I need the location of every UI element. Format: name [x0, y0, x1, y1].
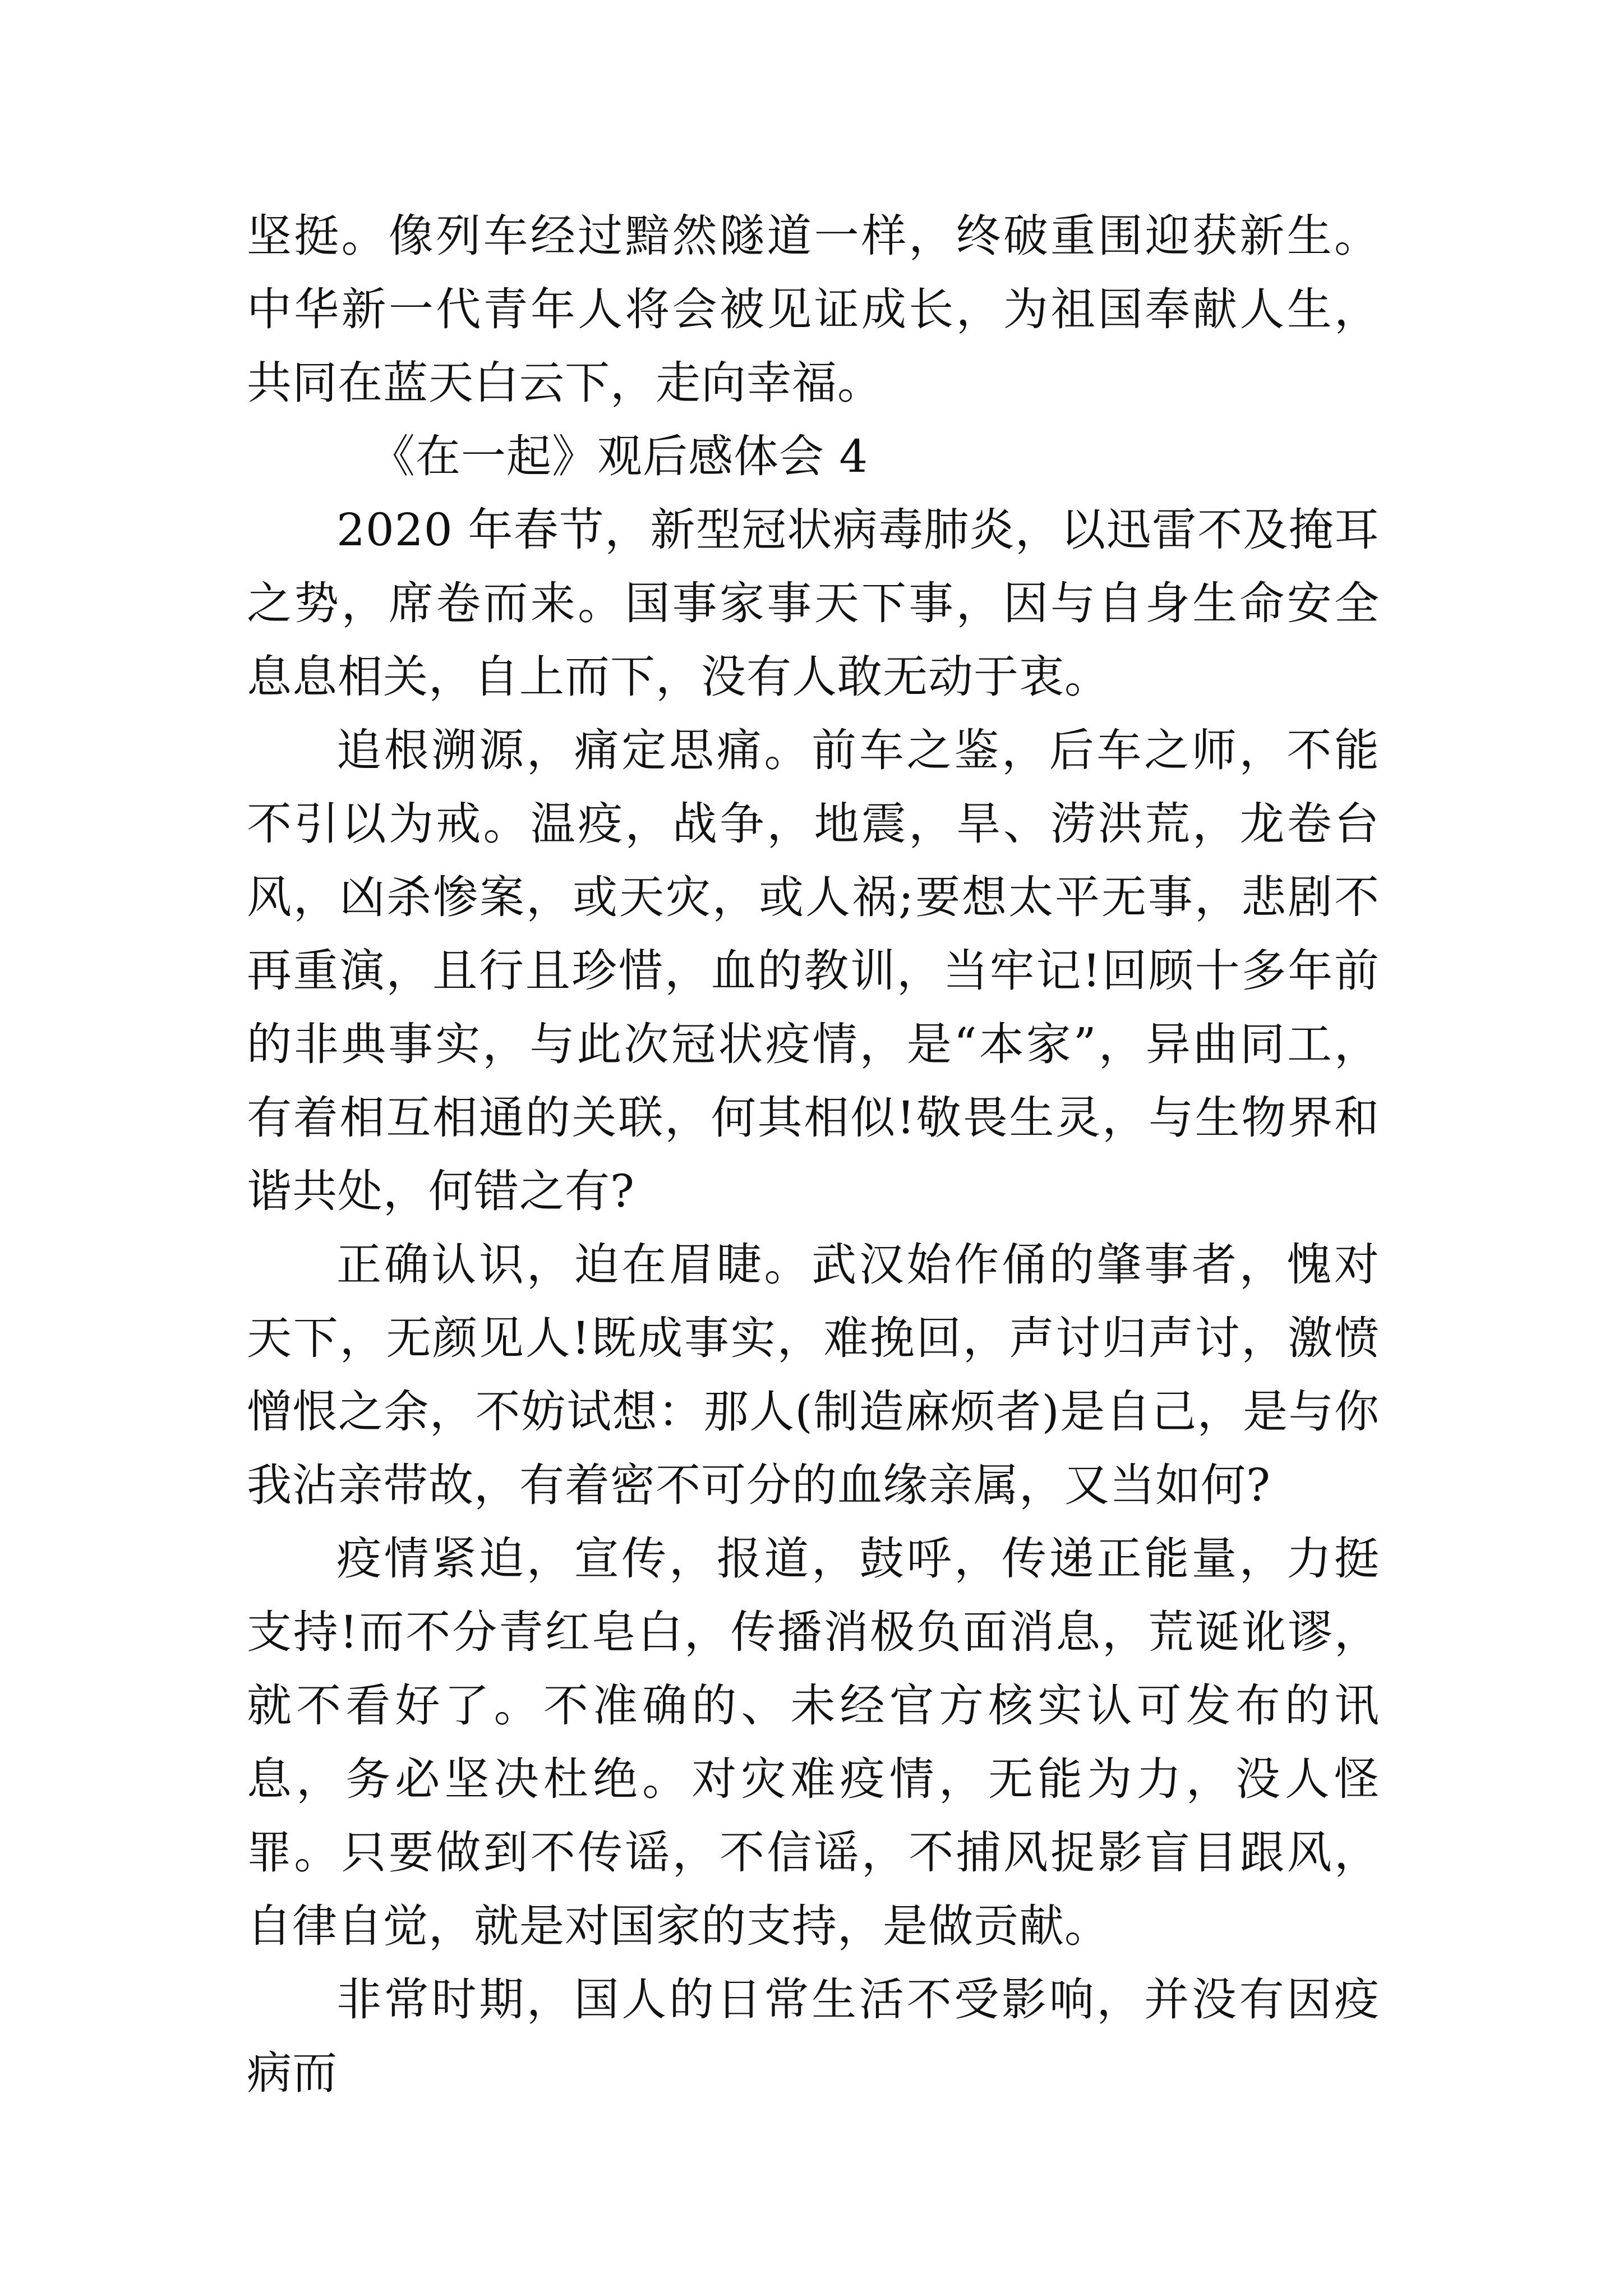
paragraph-continuation: 坚挺。像列车经过黯然隧道一样，终破重围迎获新生。中华新一代青年人将会被见证成长，为祖国奉献人生，共同在蓝天白云下，走向幸福。 — [247, 210, 1380, 409]
section-heading: 《在一起》观后感体会 4 — [370, 430, 869, 482]
paragraph-correct-understanding: 正确认识，迫在眉睫。武汉始作俑的肇事者，愧对天下，无颜见人!既成事实，难挽回，声讨归声讨，激愤憎恨之余，不妨试想：那人(制造麻烦者)是自己，是与你我沾亲带故，有着密不可分的血缘亲属，又当如何? — [247, 1239, 1380, 1511]
document-body — [247, 199, 1380, 2110]
paragraph-spring-festival: 2020 年春节，新型冠状病毒肺炎，以迅雷不及掩耳之势，席卷而来。国事家事天下事，因与自身生命安全息息相关，自上而下，没有人敢无动于衷。 — [247, 504, 1380, 703]
paragraph-special-period: 非常时期，国人的日常生活不受影响，并没有因疫病而 — [247, 1973, 1380, 2099]
paragraph-epidemic-urgency: 疫情紧迫，宣传，报道，鼓呼，传递正能量，力挺支持!而不分青红皂白，传播消极负面消息，荒诞讹谬，就不看好了。不准确的、未经官方核实认可发布的讯息，务必坚决杜绝。对灾难疫情，无能为力，没人怪罪。只要做到不传谣，不信谣，不捕风捉影盲目跟风，自律自觉，就是对国家的支持，是做贡献。 — [247, 1533, 1380, 1952]
paragraph-trace-origin: 追根溯源，痛定思痛。前车之鉴，后车之师，不能不引以为戒。温疫，战争，地震，旱、涝洪荒，龙卷台风，凶杀惨案，或天灾，或人祸;要想太平无事，悲剧不再重演，且行且珍惜，血的教训，当牢记!回顾十多年前的非典事实，与此次冠状疫情，是“本家”，异曲同工，有着相互相通的关联，何其相似!敬畏生灵，与生物界和谐共处，何错之有? — [247, 724, 1380, 1217]
